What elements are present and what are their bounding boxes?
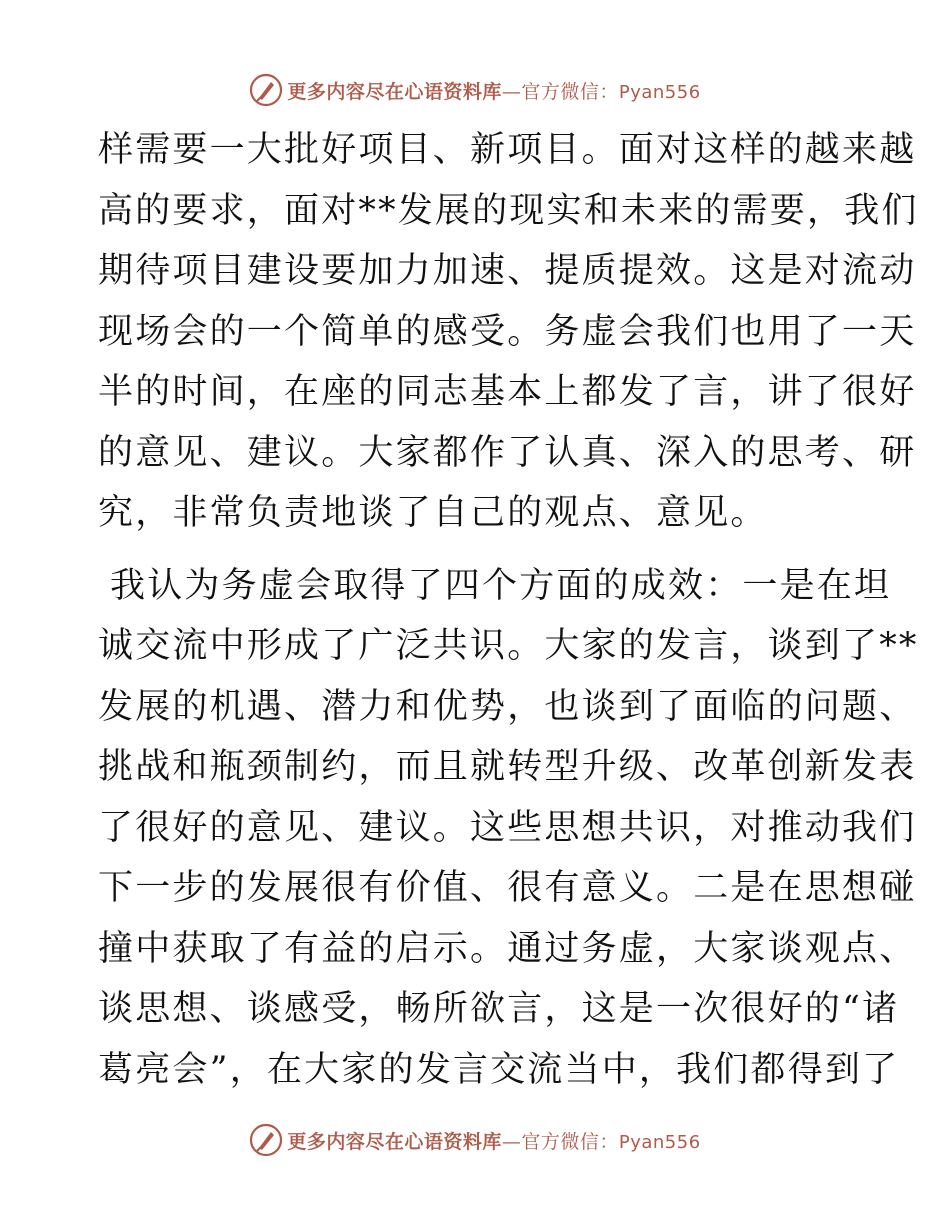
footer-brand: 更多内容尽在心语资料库 [287, 1130, 502, 1153]
header-wechat-label: 官方微信： [521, 80, 619, 103]
header-banner [0, 72, 950, 108]
text-line: 下一步的发展很有价值、很有意义。二是在思想碰 [98, 868, 917, 908]
text-line: 究，非常负责地谈了自己的观点、意见。 [98, 493, 768, 533]
paragraph-1 [98, 120, 919, 544]
footer-wechat-id: Pyan556 [618, 1131, 701, 1153]
text-line: 半的时间，在座的同志基本上都发了言，讲了很好 [98, 372, 917, 412]
header-separator: — [501, 80, 522, 103]
text-line: 诚交流中形成了广泛共识。大家的发言，谈到了** [98, 626, 919, 666]
text-line: 撞中获取了有益的启示。通过务虚，大家谈观点、 [98, 928, 917, 969]
header-banner-text [287, 77, 700, 104]
paragraph-2 [98, 556, 919, 1161]
text-line: 高的要求，面对**发展的现实和未来的需要，我们 [98, 190, 919, 231]
quill-logo-icon [249, 1123, 283, 1157]
quill-logo-icon [249, 73, 283, 107]
footer-separator: — [501, 1130, 522, 1153]
text-line: 了很好的意见、建议。这些思想共识，对推动我们 [98, 807, 917, 848]
text-line: 的意见、建议。大家都作了认真、深入的思考、研 [98, 432, 917, 473]
text-line: 葛亮会”，在大家的发言交流当中，我们都得到了 [98, 1049, 900, 1090]
header-wechat-id: Pyan556 [618, 81, 701, 103]
paragraph-gap [98, 544, 858, 556]
text-line: 发展的机遇、潜力和优势，也谈到了面临的问题、 [98, 686, 917, 727]
text-line: 现场会的一个简单的感受。务虚会我们也用了一天 [98, 311, 917, 352]
text-line: 期待项目建设要加力加速、提质提效。这是对流动 [98, 251, 917, 291]
text-line: 样需要一大批好项目、新项目。面对这样的越来越 [98, 130, 917, 170]
footer-banner [0, 1122, 950, 1158]
text-line: 谈思想、谈感受，畅所欲言，这是一次很好的“诸 [98, 989, 900, 1029]
text-line: 挑战和瓶颈制约，而且就转型升级、改革创新发表 [98, 747, 917, 787]
text-line: 我认为务虚会取得了四个方面的成效：一是在坦 [110, 565, 892, 606]
footer-wechat-label: 官方微信： [521, 1130, 619, 1153]
header-brand: 更多内容尽在心语资料库 [287, 80, 502, 103]
document-body [98, 120, 919, 1161]
footer-banner-text [287, 1127, 700, 1154]
